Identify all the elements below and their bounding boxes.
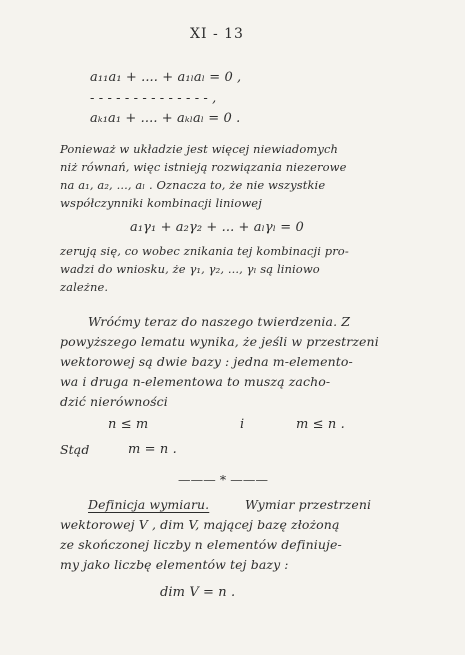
page-header: XI - 13 [190,26,244,42]
inequality-connector: i [240,417,245,432]
text-line: Wróćmy teraz do naszego twierdzenia. Z [88,314,350,329]
text-line: ze skończonej liczby n elementów definiuje- [60,537,342,552]
text-line: my jako liczbę elementów tej bazy : [60,557,289,572]
text-line: na a₁, a₂, ..., aₗ . Oznacza to, że nie wszystkie [60,178,326,192]
text-line: współczynniki kombinacji liniowej [60,196,262,210]
text-line: Ponieważ w układzie jest więcej niewiadomych [60,142,339,156]
text-line: dzić nierówności [60,394,168,409]
definition-formula: dim V = n . [160,585,236,600]
conclusion-equation: m = n . [128,442,177,457]
text-line: wadzi do wniosku, że γ₁, γ₂, ..., γₗ są liniowo [60,262,320,276]
equation-line: a₁₁a₁ + .... + a₁ₗaₗ = 0 , [90,70,242,85]
combination-equation: a₁γ₁ + a₂γ₂ + ... + aₗγₗ = 0 [130,220,304,235]
text-line: wektorowej są dwie bazy : jedna m-elemento- [60,354,353,369]
equation-line: aₖ₁a₁ + .... + aₖₗaₗ = 0 . [90,111,241,126]
section-separator: ——— * ——— [178,472,269,487]
text-line: niż równań, więc istnieją rozwiązania niezerowe [60,160,347,174]
inequality-left: n ≤ m [108,417,149,432]
text-line: Wymiar przestrzeni [245,497,372,512]
equation-dots: - - - - - - - - - - - - - - , [90,91,217,106]
text-line: wektorowej V , dim V, mającej bazę złożoną [60,517,340,532]
conclusion-label: Stąd [60,442,90,457]
text-line: powyższego lematu wynika, że jeśli w przestrzeni [60,334,379,349]
inequality-right: m ≤ n . [296,417,345,432]
text-line: wa i druga n-elementowa to muszą zacho- [60,374,331,389]
definition-title: Definicja wymiaru. [88,497,210,512]
text-line: zależne. [60,280,109,294]
text-line: zerują się, co wobec znikania tej kombinacji pro- [60,244,349,258]
